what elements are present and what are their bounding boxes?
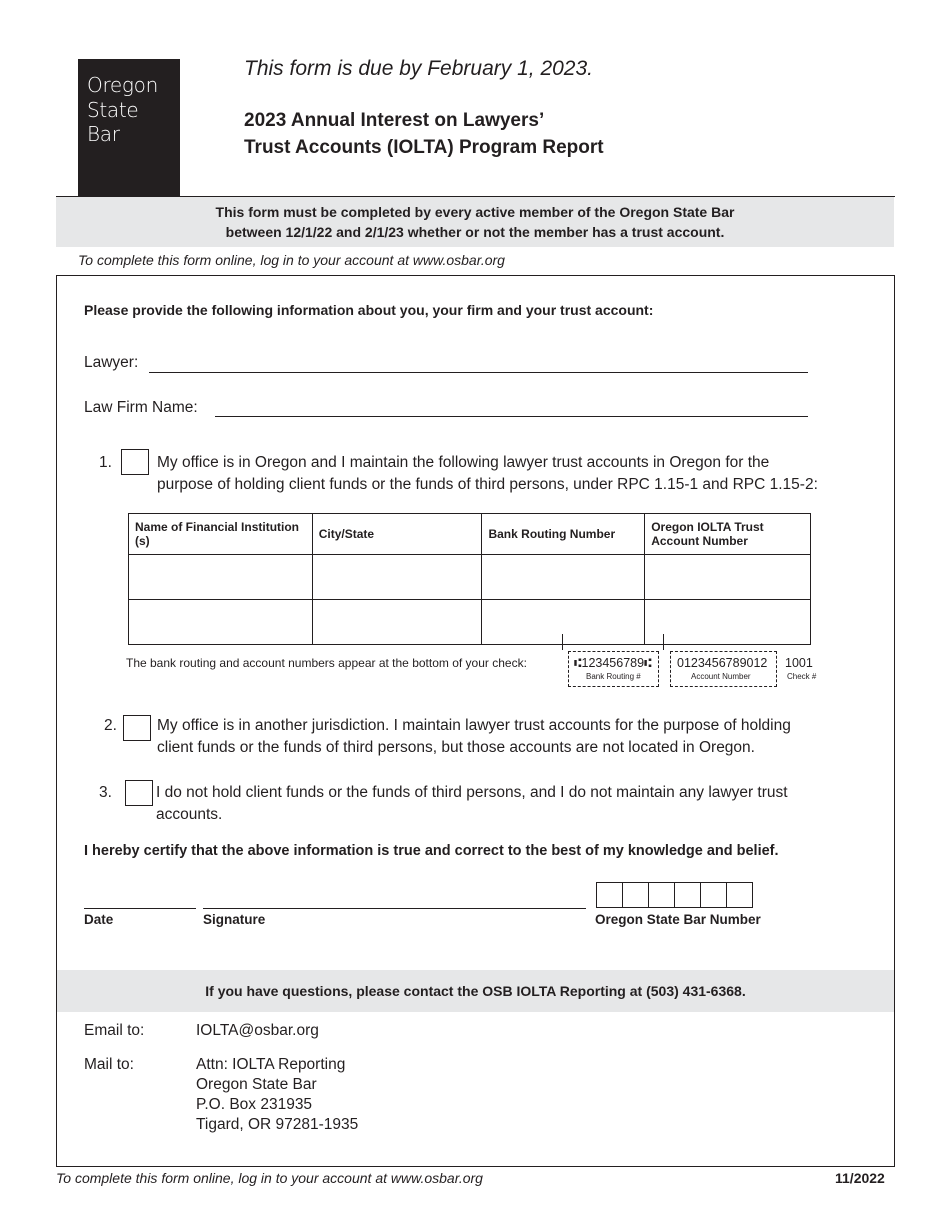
date-field[interactable] [84, 908, 196, 909]
account-pointer [663, 634, 664, 650]
email-label: Email to: [84, 1022, 145, 1039]
notice-line-2: between 12/1/22 and 2/1/23 whether or not the member has a trust account. [225, 224, 725, 240]
routing-example-label: Bank Routing # [586, 672, 641, 681]
option-1-text-line-1: My office is in Oregon and I maintain the following lawyer trust accounts in Oregon for the [157, 454, 770, 471]
firm-name-field[interactable] [215, 416, 808, 417]
routing-pointer [562, 634, 563, 650]
table-cell-input[interactable] [645, 555, 811, 600]
mail-line-city: Tigard, OR 97281-1935 [196, 1116, 359, 1133]
header-financial-institution: Name of Financial Institution (s) [129, 514, 313, 555]
header-iolta-account: Oregon IOLTA Trust Account Number [645, 514, 811, 555]
mail-line-org: Oregon State Bar [196, 1076, 317, 1093]
table-cell-input[interactable] [312, 600, 482, 645]
mail-line-pobox: P.O. Box 231935 [196, 1096, 313, 1113]
account-example-value: 0123456789012 [677, 656, 768, 670]
table-row [129, 600, 811, 645]
bar-number-digit[interactable] [596, 882, 623, 908]
option-3-number: 3. [99, 784, 112, 801]
option-3-text-line-2: accounts. [156, 806, 223, 823]
due-notice: This form is due by February 1, 2023. [244, 57, 593, 80]
table-cell-input[interactable] [312, 555, 482, 600]
account-example-label: Account Number [691, 672, 751, 681]
option-1-checkbox[interactable] [121, 449, 149, 475]
table-header-row [129, 514, 811, 555]
option-2-text-line-2: client funds or the funds of third persons, but those accounts are not located in Oregon. [157, 739, 755, 756]
bar-number-digit[interactable] [700, 882, 727, 908]
logo-line-3: Bar [87, 122, 120, 146]
option-1-text-line-2: purpose of holding client funds or the funds of third persons, under RPC 1.15-1 and RPC 1.15-2: [157, 476, 818, 493]
bar-number-digit[interactable] [622, 882, 649, 908]
signature-field[interactable] [203, 908, 586, 909]
lawyer-field[interactable] [149, 372, 808, 373]
option-2-checkbox[interactable] [123, 715, 151, 741]
certification-statement: I hereby certify that the above information is true and correct to the best of my knowledge and belief. [84, 843, 779, 859]
option-3-checkbox[interactable] [125, 780, 153, 806]
form-revision-date: 11/2022 [835, 1170, 885, 1186]
trust-accounts-table [128, 513, 811, 645]
contact-banner-text: If you have questions, please contact the OSB IOLTA Reporting at (503) 431-6368. [205, 983, 746, 999]
form-title-line-2: Trust Accounts (IOLTA) Program Report [244, 137, 604, 158]
bar-number-digit[interactable] [726, 882, 753, 908]
table-row [129, 555, 811, 600]
online-instructions-top: To complete this form online, log in to your account at www.osbar.org [78, 252, 505, 268]
intro-text: Please provide the following information about you, your firm and your trust account: [84, 302, 654, 318]
routing-example-value: ⑆123456789⑆ [574, 656, 652, 670]
osb-logo [78, 59, 180, 197]
logo-line-1: Oregon [87, 73, 158, 97]
table-cell-input[interactable] [645, 600, 811, 645]
table-cell-input[interactable] [129, 600, 313, 645]
option-2-text-line-1: My office is in another jurisdiction. I maintain lawyer trust accounts for the purpose of holding [157, 717, 791, 734]
option-1-number: 1. [99, 454, 112, 471]
lawyer-label: Lawyer: [84, 354, 139, 371]
table-cell-input[interactable] [482, 555, 645, 600]
bar-number-label: Oregon State Bar Number [595, 912, 761, 927]
option-3-text-line-1: I do not hold client funds or the funds of third persons, and I do not maintain any lawyer trust [156, 784, 788, 801]
check-example-note: The bank routing and account numbers appear at the bottom of your check: [126, 656, 527, 670]
bar-number-digit[interactable] [648, 882, 675, 908]
online-instructions-bottom: To complete this form online, log in to your account at www.osbar.org [56, 1170, 483, 1186]
mail-line-attn: Attn: IOLTA Reporting [196, 1056, 346, 1073]
logo-line-2: State [87, 98, 139, 122]
notice-line-1: This form must be completed by every active member of the Oregon State Bar [215, 204, 735, 220]
option-2-number: 2. [104, 717, 117, 734]
table-cell-input[interactable] [482, 600, 645, 645]
header-bank-routing: Bank Routing Number [482, 514, 645, 555]
firm-name-label: Law Firm Name: [84, 399, 198, 416]
mail-label: Mail to: [84, 1056, 134, 1073]
signature-label: Signature [203, 912, 266, 927]
check-number-value: 1001 [785, 656, 813, 670]
date-label: Date [84, 912, 114, 927]
header-city-state: City/State [312, 514, 482, 555]
form-title-line-1: 2023 Annual Interest on Lawyers’ [244, 110, 545, 131]
table-cell-input[interactable] [129, 555, 313, 600]
bar-number-digit[interactable] [674, 882, 701, 908]
email-value[interactable]: IOLTA@osbar.org [196, 1022, 319, 1039]
bar-number-field [596, 882, 753, 908]
check-number-label: Check # [787, 672, 817, 681]
